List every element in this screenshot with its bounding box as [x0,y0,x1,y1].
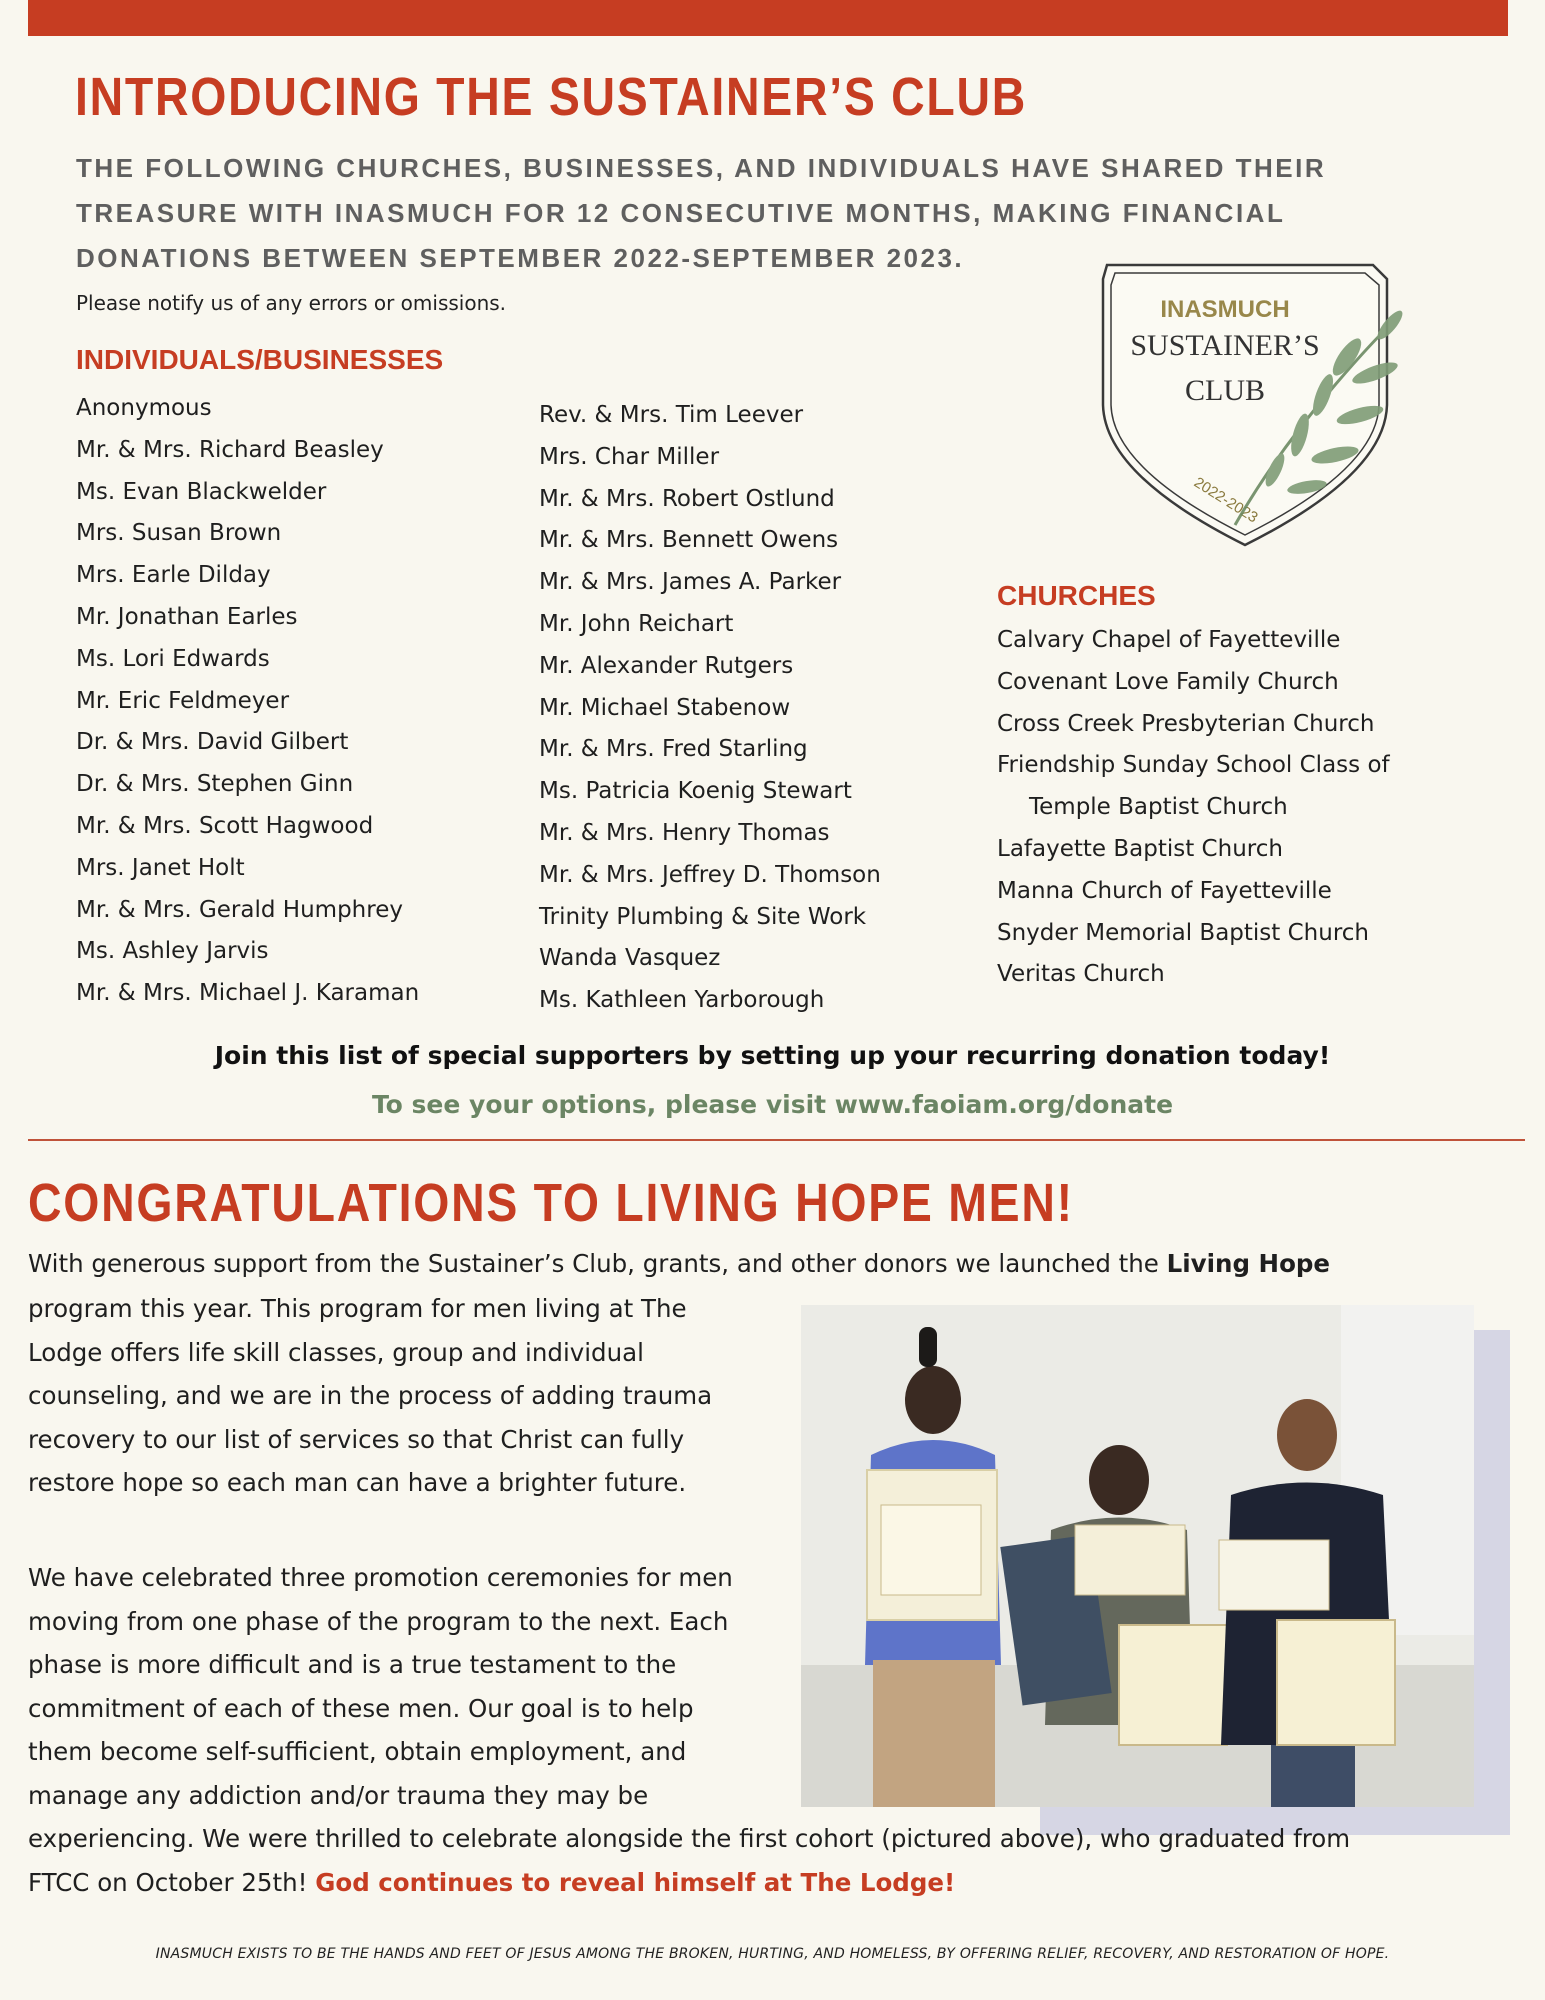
paragraph-line: restore hope so each man can have a brighter future. [28,1468,687,1497]
donor-name: Mr. & Mrs. James A. Parker [539,569,842,596]
paragraph-line: commitment of each of these men. Our goal is to help [28,1693,694,1723]
badge-years: 2022-2023 [1190,473,1261,527]
top-accent-bar [28,0,1508,36]
churches-list [997,625,1390,1001]
paragraph-line: them become self-sufficient, obtain employment, and [28,1737,687,1766]
donor-name: Anonymous [76,395,212,421]
closing-statement: God continues to reveal himself at The Lodge! [315,1867,956,1897]
donor-name: Mr. & Mrs. Gerald Humphrey [76,896,403,923]
donor-name: Mr. & Mrs. Fred Starling [539,736,808,763]
program-name: Living Hope [1166,1249,1331,1278]
donor-name: Mr. & Mrs. Robert Ostlund [539,485,835,512]
donor-name: Ms. Lori Edwards [76,645,270,672]
paragraph-line: manage any addiction and/or trauma they may be [28,1780,649,1810]
donor-name: Mr. & Mrs. Jeffrey D. Thomson [539,861,881,888]
donor-name: Mr. Eric Feldmeyer [76,687,290,714]
badge-line1: SUSTAINER’S [1130,329,1320,362]
donor-name: Ms. Kathleen Yarborough [539,987,825,1014]
paragraph-line: program this year. This program for men living at The [28,1294,687,1323]
final-text: FTCC on October 25th! [28,1867,316,1897]
living-hope-title: CONGRATULATIONS TO LIVING HOPE MEN! [28,1173,1074,1233]
church-name: Cross Creek Presbyterian Church [997,710,1375,737]
donor-name: Mr. & Mrs. Scott Hagwood [76,812,374,839]
badge-brand: INASMUCH [1160,296,1290,323]
intro-line: THE FOLLOWING CHURCHES, BUSINESSES, AND INDIVIDUALS HAVE SHARED THEIR [76,153,1327,183]
paragraph-line: counseling, and we are in the process of adding trauma [28,1381,713,1410]
church-name: Friendship Sunday School Class of [997,752,1390,779]
church-name: Veritas Church [997,961,1165,988]
section-divider [28,1139,1525,1141]
donor-name: Mrs. Earle Dilday [76,562,271,589]
church-name: Covenant Love Family Church [997,668,1339,695]
individuals-list-column-1 [76,393,419,1020]
cta-join-line: Join this list of special supporters by setting up your recurring donation today! [214,1041,1331,1070]
errors-notice: Please notify us of any errors or omissions. [76,291,507,315]
church-name-continued: Temple Baptist Church [1029,794,1288,821]
page-title: INTRODUCING THE SUSTAINER’S CLUB [75,67,1028,127]
badge-line2: CLUB [1184,374,1266,407]
paragraph-line: experiencing. We were thrilled to celebrate alongside the first cohort (pictured above), who graduated from [28,1824,1351,1853]
paragraph-line: moving from one phase of the program to the next. Each [28,1606,729,1636]
church-name: Manna Church of Fayetteville [997,877,1332,904]
donor-name: Ms. Ashley Jarvis [76,938,269,965]
cta-donate-link[interactable]: To see your options, please visit www.faoiam.org/donate [371,1090,1174,1119]
living-hope-paragraph-1 [28,1287,712,1505]
donor-name: Mr. & Mrs. Richard Beasley [76,436,384,463]
living-hope-lead [28,1242,1330,1286]
donor-name: Mr. Michael Stabenow [539,694,791,721]
individuals-heading: INDIVIDUALS/BUSINESSES [76,344,444,375]
donor-name: Ms. Patricia Koenig Stewart [539,778,852,805]
donor-name: Mrs. Susan Brown [76,520,282,547]
donor-name: Mr. & Mrs. Henry Thomas [539,819,830,846]
donor-name: Rev. & Mrs. Tim Leever [539,402,804,428]
donor-name: Mrs. Char Miller [539,443,720,470]
sustainers-club-badge [1085,255,1405,555]
donor-name: Mr. & Mrs. Michael J. Karaman [76,980,420,1007]
donor-name: Mr. Alexander Rutgers [539,652,794,679]
donor-name: Trinity Plumbing & Site Work [539,903,867,930]
individuals-list-column-2 [539,400,881,1027]
churches-heading: CHURCHES [997,580,1156,611]
lead-text: With generous support from the Sustainer’s Club, grants, and other donors we launched the [28,1249,1167,1278]
donor-name: Wanda Vasquez [539,945,721,972]
donor-name: Mr. & Mrs. Bennett Owens [539,527,839,554]
intro-line: DONATIONS BETWEEN SEPTEMBER 2022-SEPTEMBER 2023. [76,243,965,273]
donor-name: Dr. & Mrs. David Gilbert [76,729,349,756]
church-name: Calvary Chapel of Fayetteville [997,627,1341,653]
living-hope-paragraph-2 [28,1556,1350,1904]
paragraph-line: Lodge offers life skill classes, group and individual [28,1337,644,1367]
donor-name: Mrs. Janet Holt [76,854,245,881]
donor-name: Mr. John Reichart [539,610,734,637]
paragraph-line: We have celebrated three promotion ceremonies for men [28,1563,733,1592]
paragraph-line: phase is more difficult and is a true testament to the [28,1650,677,1679]
mission-footer: INASMUCH EXISTS TO BE THE HANDS AND FEET OF JESUS AMONG THE BROKEN, HURTING, AND HOMELESS, BY OFFERING RELIEF, RECOVERY, AND RESTORATION OF HOPE. [155,1946,1390,1962]
church-name: Snyder Memorial Baptist Church [997,919,1369,946]
intro-line: TREASURE WITH INASMUCH FOR 12 CONSECUTIVE MONTHS, MAKING FINANCIAL [76,198,1286,228]
paragraph-line: recovery to our list of services so that Christ can fully [28,1424,685,1454]
donor-name: Ms. Evan Blackwelder [76,478,327,505]
donor-name: Mr. Jonathan Earles [76,603,298,630]
donor-name: Dr. & Mrs. Stephen Ginn [76,771,354,798]
church-name: Lafayette Baptist Church [997,835,1283,862]
